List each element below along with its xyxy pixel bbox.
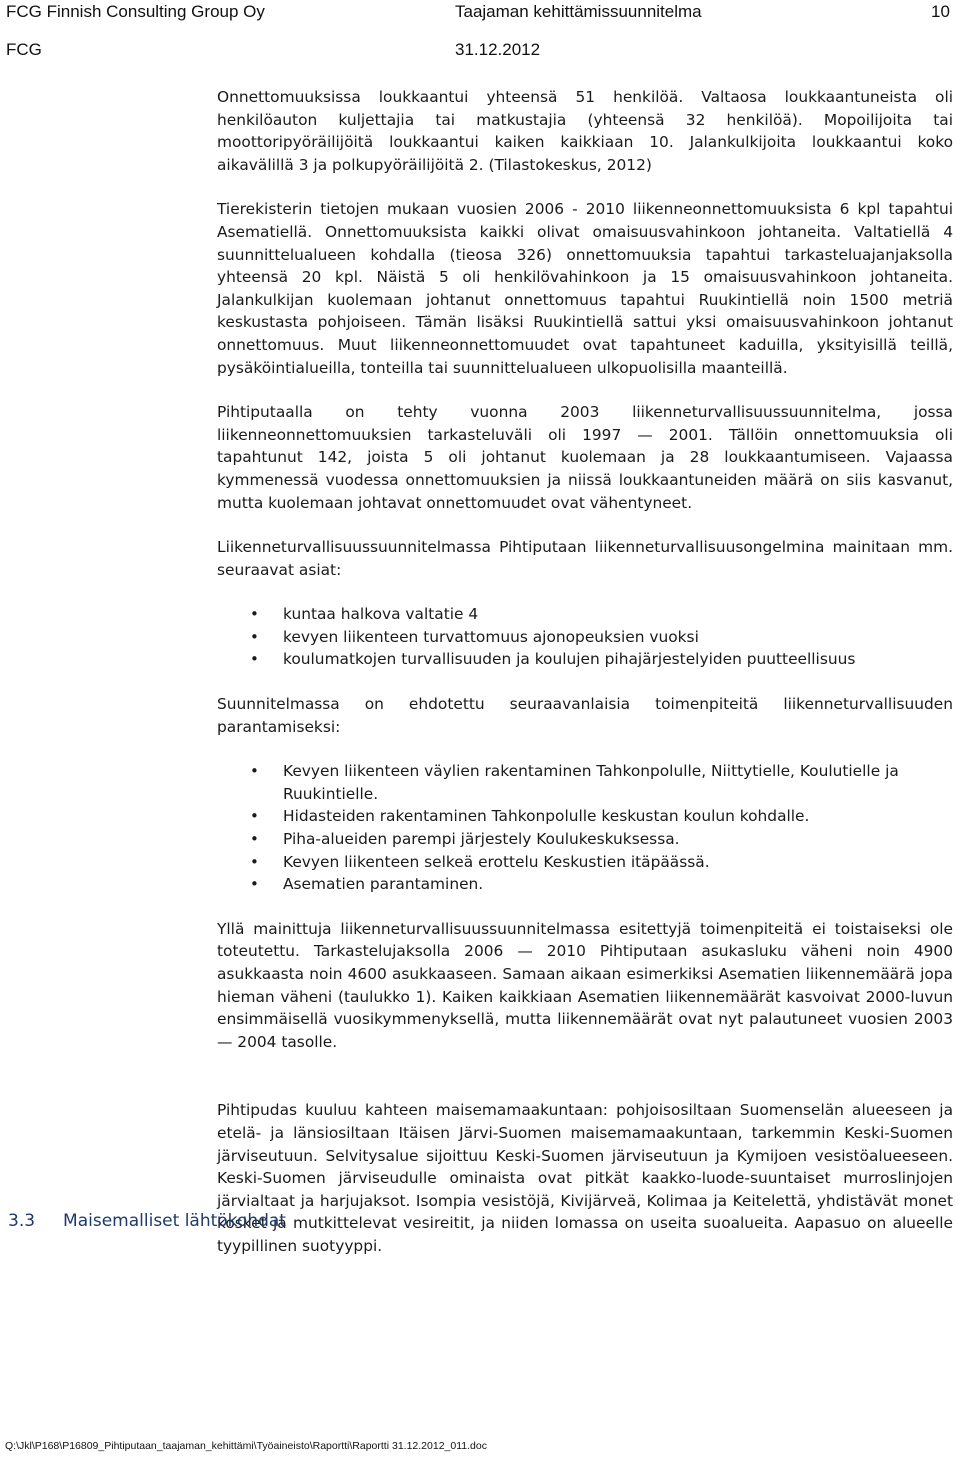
paragraph-not-implemented: Yllä mainittuja liikenneturvallisuussuunnitelmassa esitettyjä toimenpiteitä ei toistaiseksi ole toteutettu. Tarkastelujaksolla 2006 — 2010 Pihtiputaan asukasluku väheni noin 4900 asukkaasta noin 4600 asukkaaseen. Samaan aikaan esimerkiksi Asematien liikennemäärä jopa hieman väheni (taulukko 1). Kaiken kaikkiaan Asematien liikennemäärät kasvoivat 2000-luvun ensimmäisellä vuosikymmenyksellä, mutta liikennemäärät ovat nyt palautuneet vuosien 2003 — 2004 tasolle.: [217, 919, 953, 1051]
header-page-number: 10: [931, 2, 950, 21]
list-item: • Kevyen liikenteen väylien rakentaminen Tahkonpolulle, Niittytielle, Koulutielle ja Ruukintielle.: [250, 762, 899, 803]
header-date: 31.12.2012: [455, 40, 541, 59]
list-item: • kuntaa halkova valtatie 4: [217, 603, 953, 626]
list-item: • koulumatkojen turvallisuuden ja koulujen pihajärjestelyiden puutteellisuus: [217, 648, 953, 671]
section-heading: [8, 1211, 286, 1231]
list-item: • kevyen liikenteen turvattomuus ajonopeuksien vuoksi: [217, 626, 953, 649]
header-doc-title: Taajaman kehittämissuunnitelma: [455, 2, 702, 21]
footer-file-path: Q:\Jkl\P168\P16809_Pihtiputaan_taajaman_kehittämi\Työaineisto\Raportti\Raportti 31.12.2012_011.doc: [5, 1440, 487, 1452]
problems-list: [217, 603, 953, 671]
bullet-icon: •: [250, 650, 259, 669]
bullet-icon: •: [250, 627, 259, 646]
paragraph-landscape: Pihtipudas kuuluu kahteen maisemamaakuntaan: pohjoisosiltaan Suomenselän alueeseen ja etelä- ja länsiosiltaan Itäisen Järvi-Suomen maisemamaakuntaan, tarkemmin Keski-Suomen järviseutuun. Selvitysalue sijoittuu Keski-Suomen järviseutuun ja Kymijoen vesistöalueeseen. Keski-Suomen järviseudulle ominaista ovat pitkät kaakko-luode-suuntaiset murroslinjojen järvialtaat ja harjujaksot. Isompia vesistöjä, Kivijärveä, Kolimaa ja Keitelettä, yhdistävät monet kosket ja mutkittelevat vesireitit, ja niiden lomassa on useita suoalueita. Aapasuo on alueelle tyypillinen suotyyppi.: [217, 1101, 953, 1255]
paragraph-tierekisteri: Tierekisterin tietojen mukaan vuosien 2006 - 2010 liikenneonnettomuuksista 6 kpl tapahtui Asematiellä. Onnettomuuksista kaikki olivat omaisuusvahinkoon johtaneita. Valtatiellä 4 suunnittelualueen kohdalla (tieosa 326) onnettomuuksia tapahtui tarkasteluajanjaksolla yhteensä 20 kpl. Näistä 5 oli henkilövahinkoon ja 15 omaisuusvahinkoon johtaneita. Jalankulkijan kuolemaan johtanut onnettomuus tapahtui Ruukintiellä noin 1500 metriä keskustasta pohjoiseen. Tämän lisäksi Ruukintiellä sattui yksi omaisuusvahinkoon johtanut onnettomuus. Muut liikenneonnettomuudet ovat tapahtuneet kaduilla, yksityisillä teillä, pysäköintialueilla, tonteilla tai suunnittelualueen ulkopuolisilla maanteillä.: [217, 200, 953, 377]
list-item: • Hidasteiden rakentaminen Tahkonpolulle keskustan koulun kohdalle.: [217, 805, 953, 828]
list-item: • Asematien parantaminen.: [217, 873, 953, 896]
measures-list: [217, 760, 953, 896]
list-item: • Piha-alueiden parempi järjestely Koulukeskuksessa.: [217, 828, 953, 851]
bullet-icon: •: [250, 762, 259, 781]
bullet-icon: •: [250, 807, 259, 826]
paragraph-measures-intro: Suunnitelmassa on ehdotettu seuraavanlaisia toimenpiteitä liikenneturvallisuuden parantamiseksi:: [217, 695, 953, 736]
bullet-icon: •: [250, 875, 259, 894]
bullet-icon: •: [250, 605, 259, 624]
paragraph-injuries: Onnettomuuksissa loukkaantui yhteensä 51 henkilöä. Valtaosa loukkaantuneista oli henkilöauton kuljettajia tai matkustajia (yhteensä 32 henkilöä). Mopoilijoita tai moottoripyöräilijöitä loukkaantui kaiken kaikkiaan 10. Jalankulkijoita loukkaantui koko aikavälillä 3 ja polkupyöräilijöitä 2. (Tilastokeskus, 2012): [217, 88, 953, 174]
header-company: FCG Finnish Consulting Group Oy: [6, 2, 265, 21]
paragraph-2003-plan: Pihtiputaalla on tehty vuonna 2003 liikenneturvallisuussuunnitelma, jossa liikenneonnettomuuksien tarkasteluväli oli 1997 — 2001. Tällöin onnettomuuksia oli tapahtunut 142, joista 5 oli johtanut kuolemaan ja 28 loukkaantumiseen. Vajaassa kymmenessä vuodessa onnettomuuksien ja niissä loukkaantuneiden määrä on siis kasvanut, mutta kuolemaan johtavat onnettomuudet ovat vähentyneet.: [217, 403, 953, 512]
paragraph-problems-intro: Liikenneturvallisuussuunnitelmassa Pihtiputaan liikenneturvallisuusongelmina mainitaan mm. seuraavat asiat:: [217, 538, 953, 579]
bullet-icon: •: [250, 852, 259, 871]
section-number: 3.3: [8, 1211, 36, 1231]
document-body: [217, 86, 953, 1258]
section-title: Maisemalliset lähtökohdat: [63, 1211, 286, 1231]
header-short-name: FCG: [6, 40, 42, 59]
list-item: • Kevyen liikenteen selkeä erottelu Keskustien itäpäässä.: [217, 851, 953, 874]
bullet-icon: •: [250, 830, 259, 849]
